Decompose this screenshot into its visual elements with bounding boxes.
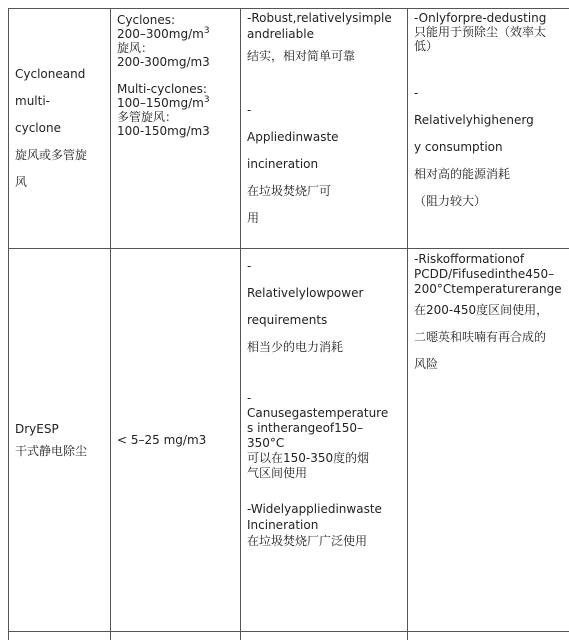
disadvantage-line: 200°Ctemperaturerange — [414, 282, 562, 296]
advantage-line: 在垃圾焚烧厂广泛使用 — [247, 534, 368, 548]
advantage-line: - — [247, 391, 252, 405]
emission-value: $200-300mg/m^3$ — [117, 26, 210, 41]
technique-line: Cycloneand — [15, 67, 86, 81]
disadvantage-line: 只能用于预除尘（效率太 — [414, 25, 547, 39]
disadvantage-line: -Onlyforpre-dedusting — [414, 11, 547, 25]
disadvantage-line: - — [414, 86, 419, 100]
advantages-cell-cyclone — [241, 9, 408, 249]
technique-cell-cyclone — [9, 9, 111, 249]
disadvantage-line: PCDD/Fifusedinthe450– — [414, 267, 555, 281]
emission-value: $100-150mg/m^3$ — [117, 95, 210, 110]
disadvantage-line: （阻力较大） — [414, 194, 487, 208]
disadvantages-cell-dry-esp — [408, 249, 569, 632]
table-row-cyclone — [9, 9, 569, 249]
disadvantage-line: 风险 — [414, 357, 439, 371]
disadvantage-line: Relativelyhighenerg — [414, 113, 534, 127]
advantage-line: 可以在150-350度的烟 — [247, 451, 370, 465]
disadvantage-line: 相对高的能源消耗 — [414, 167, 511, 181]
disadvantage-line: 低） — [414, 39, 439, 53]
table-row-dry-esp — [9, 249, 569, 632]
advantage-line: 在垃圾焚烧厂可 — [247, 184, 332, 198]
technique-line: multi- — [15, 94, 50, 108]
advantage-line: 用 — [247, 211, 260, 225]
table-row-next — [9, 632, 569, 641]
advantage-line: requirements — [247, 313, 328, 327]
advantage-line: andreliable — [247, 27, 314, 41]
advantage-line: 350°C — [247, 436, 285, 450]
emission-label-cn: 旋风： — [117, 41, 154, 55]
advantage-line: s intherangeof150– — [247, 421, 364, 435]
disadvantages-cell-cyclone — [408, 9, 569, 249]
emission-label-cn: 多管旋风： — [117, 110, 178, 124]
emission-label: Cyclones: — [117, 13, 176, 27]
advantage-line: Canusegastemperature — [247, 406, 389, 420]
emission-cell-cyclone — [111, 9, 241, 249]
technique-line: cyclone — [15, 121, 61, 135]
disadvantage-line: 二噁英和呋喃有再合成的 — [414, 330, 547, 344]
advantage-line: incineration — [247, 157, 319, 171]
emission-label: Multi-cyclones: — [117, 82, 207, 96]
emission-cell-dry-esp — [111, 249, 241, 632]
advantage-line: Incineration — [247, 518, 319, 532]
technique-line: DryESP — [15, 422, 59, 436]
advantage-line: 相当少的电力消耗 — [247, 340, 344, 354]
advantage-line: 结实，相对简单可靠 — [247, 49, 356, 63]
disadvantage-line: -Riskofformationof — [414, 252, 525, 266]
advantage-line: - — [247, 103, 252, 117]
disadvantage-line: 在200-450度区间使用， — [414, 303, 549, 317]
advantage-line: - — [247, 259, 252, 273]
disadvantage-line: y consumption — [414, 140, 503, 154]
technique-cell-dry-esp — [9, 249, 111, 632]
advantage-line: -Widelyappliedinwaste — [247, 502, 382, 516]
comparison-table — [8, 8, 569, 640]
emission-value-cn: 200-300mg/m3 — [117, 55, 210, 69]
advantage-line: Appliedinwaste — [247, 130, 339, 144]
advantage-line: Relativelylowpower — [247, 286, 364, 300]
emission-value-cn: 100-150mg/m3 — [117, 124, 210, 138]
technique-line: 风 — [15, 175, 28, 189]
technique-line: 干式静电除尘 — [15, 444, 88, 458]
advantage-line: -Robust,relativelysimple — [247, 11, 392, 25]
advantages-cell-dry-esp — [241, 249, 408, 632]
advantage-line: 气区间使用 — [247, 466, 308, 480]
technique-line: 旋风或多管旋 — [15, 148, 88, 162]
emission-value: < 5–25 mg/m3 — [117, 433, 207, 447]
